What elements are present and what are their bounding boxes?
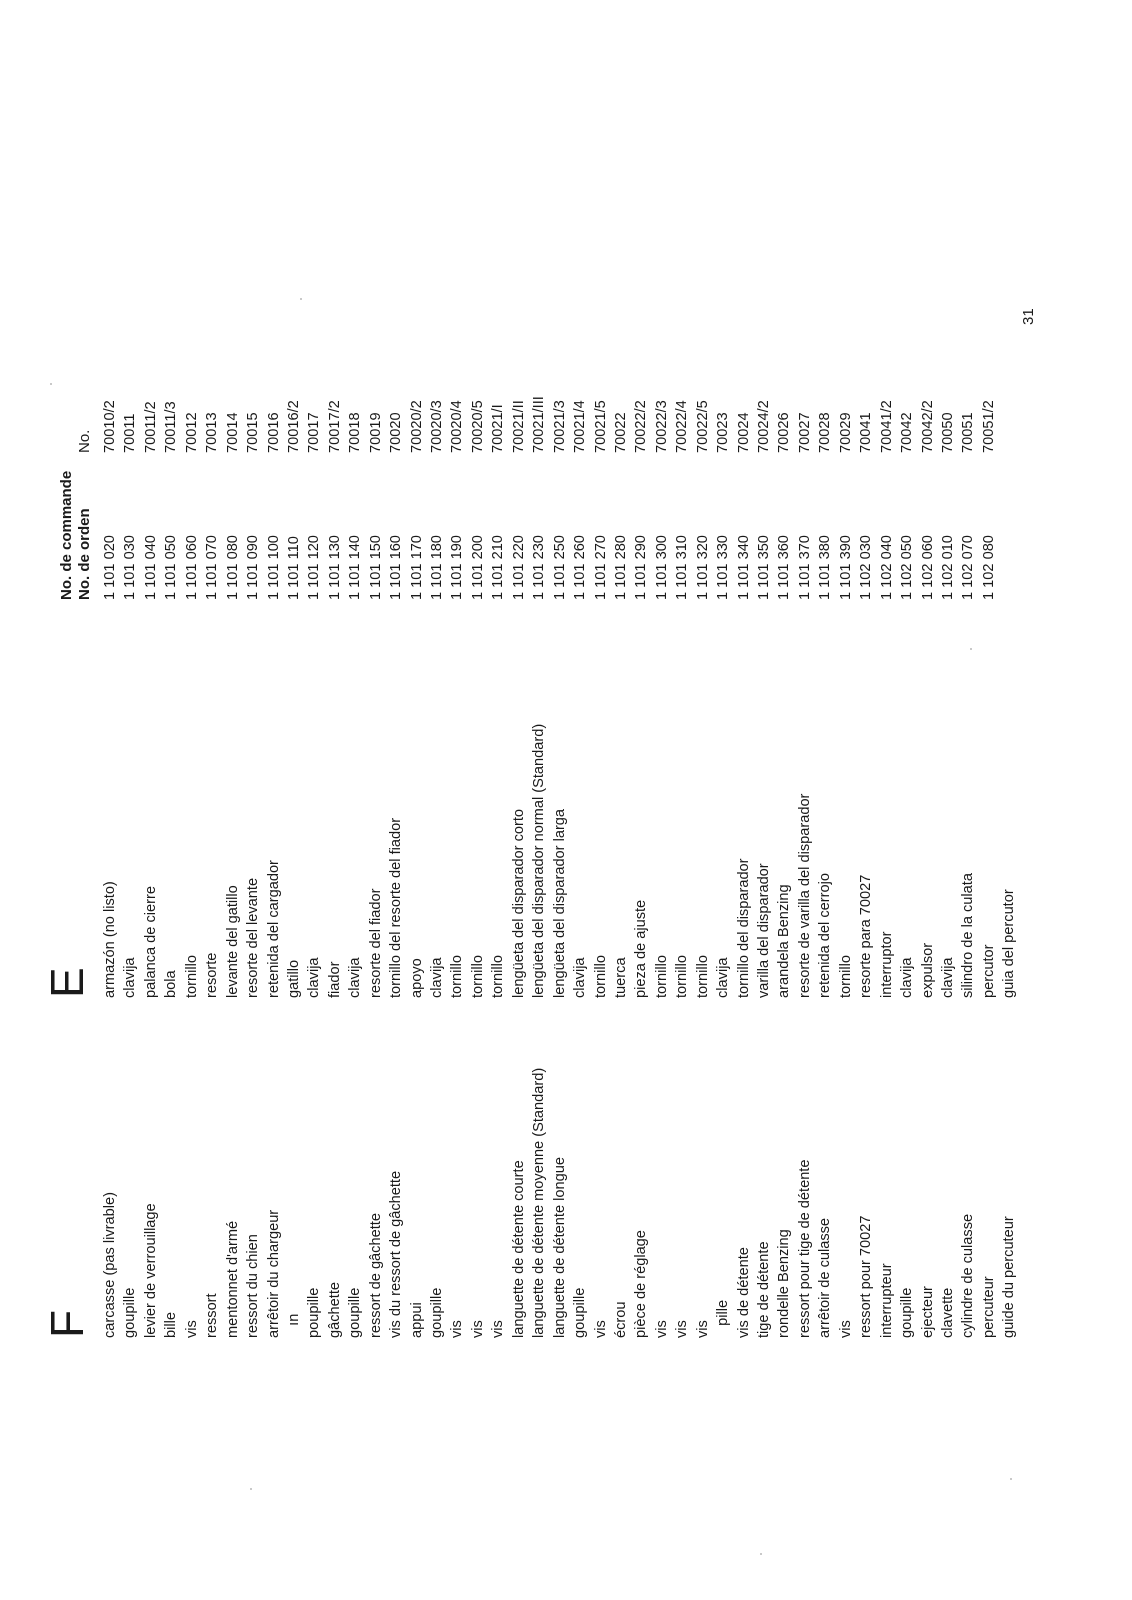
french-part-name: poupille <box>306 1287 323 1338</box>
french-part-name: vis <box>183 1320 200 1338</box>
part-number: 70028 <box>817 412 834 453</box>
order-number: 1 101 100 <box>265 535 282 600</box>
part-number: 70017/2 <box>326 400 343 453</box>
column-heading-spanish: E <box>41 967 93 998</box>
order-number: 1 101 270 <box>592 535 609 600</box>
order-number: 1 101 050 <box>163 535 180 600</box>
order-number: 1 101 110 <box>285 536 302 600</box>
part-number: 70024/2 <box>756 400 772 453</box>
spanish-part-name: percutor <box>980 944 997 998</box>
french-part-name: gâchette <box>326 1282 343 1338</box>
part-number: 70022/2 <box>633 400 650 453</box>
spanish-part-name: resorte del fiador <box>367 888 384 998</box>
spanish-part-name: apoyo <box>408 958 425 998</box>
page-number: 31 <box>1020 308 1037 325</box>
french-part-name: cylindre de culasse <box>960 1213 977 1338</box>
spanish-part-name: gatillo <box>285 959 302 998</box>
french-part-name: arrêtoir du chargeur <box>265 1209 282 1338</box>
order-number: 1 101 170 <box>408 535 425 600</box>
order-number: 1 101 310 <box>674 535 691 600</box>
part-number: 70012 <box>183 412 200 453</box>
part-number: 70019 <box>367 412 384 453</box>
french-part-name: languette de détente courte <box>510 1160 527 1338</box>
scan-speck <box>50 383 52 385</box>
order-number: 1 101 300 <box>653 535 670 600</box>
part-number: 70014 <box>224 412 241 453</box>
french-part-name: vis <box>490 1320 507 1338</box>
order-number: 1 101 390 <box>837 535 854 600</box>
order-number: 1 101 230 <box>531 535 548 600</box>
french-part-name: vis du ressort de gâchette <box>388 1170 405 1338</box>
spanish-part-name: tornillo <box>469 955 486 998</box>
spanish-part-name: armazón (no listo) <box>102 881 118 998</box>
french-part-name: ejecteur <box>919 1286 936 1338</box>
order-number: 1 101 280 <box>612 535 629 600</box>
order-number: 1 101 250 <box>551 535 568 600</box>
spanish-part-name: bola <box>163 970 180 998</box>
french-part-name: ressort pour 70027 <box>858 1215 875 1338</box>
spanish-part-name: tornillo <box>837 955 854 998</box>
part-number: 70020/2 <box>408 400 425 453</box>
part-number: 70010/2 <box>102 400 118 453</box>
spanish-part-name: varilla del disparador <box>756 863 772 998</box>
french-part-name: vis <box>837 1320 854 1338</box>
french-part-name: rondelle Benzing <box>776 1229 793 1338</box>
order-number-header-fr: No. de commande <box>58 470 75 600</box>
part-number: 70042/2 <box>919 400 936 453</box>
scan-speck <box>250 1488 252 1490</box>
french-part-name: goupille <box>429 1287 445 1338</box>
spanish-part-name: interruptor <box>878 931 895 998</box>
order-number: 1 101 150 <box>367 535 384 600</box>
part-number: 70020/5 <box>469 400 486 453</box>
spanish-part-name: palanca de cierre <box>142 886 159 998</box>
order-number: 1 101 030 <box>122 535 139 600</box>
spanish-part-name: clavija <box>715 957 732 998</box>
order-number: 1 101 040 <box>142 535 159 600</box>
french-part-name: mentonnet d'armé <box>224 1220 241 1338</box>
spanish-part-name: tornillo <box>674 955 691 998</box>
part-number: 70022/3 <box>653 400 670 453</box>
french-part-name: vis <box>449 1320 466 1338</box>
order-number: 1 101 140 <box>347 535 364 600</box>
spanish-part-name: lengüeta del disparador normal (Standard) <box>531 723 548 998</box>
french-part-name: guide du percuteur <box>1001 1216 1018 1338</box>
spanish-part-name: tornillo <box>490 955 507 998</box>
part-number: 70021/4 <box>572 400 589 453</box>
spanish-part-name: resorte para 70027 <box>858 874 875 998</box>
order-number: 1 101 350 <box>756 535 772 600</box>
french-part-name: pille <box>715 1299 732 1338</box>
spanish-part-name: resorte de varilla del disparador <box>796 793 813 998</box>
part-number: 70026 <box>776 412 793 453</box>
french-part-name: vis <box>592 1320 609 1338</box>
french-part-name: levier de verrouillage <box>142 1203 159 1338</box>
part-number: 70021/III <box>531 396 548 453</box>
part-number: 70051 <box>960 412 977 453</box>
part-number: 70041/2 <box>878 400 895 453</box>
french-part-names <box>100 1068 1020 1338</box>
spanish-part-name: tornillo <box>449 955 466 998</box>
order-number: 1 102 050 <box>899 535 916 600</box>
spanish-part-name: expulsor <box>919 942 936 998</box>
order-number: 1 101 060 <box>183 535 200 600</box>
french-part-name: ressort du chien <box>245 1234 262 1338</box>
scan-speck <box>760 1553 762 1555</box>
french-part-name: interrupteur <box>878 1263 895 1338</box>
french-part-name: vis <box>469 1320 486 1338</box>
part-number: 70021/5 <box>592 400 609 453</box>
french-part-name: languette de détente longue <box>551 1157 568 1338</box>
order-number: 1 101 340 <box>735 535 752 600</box>
order-number: 1 101 360 <box>776 535 793 600</box>
spanish-part-name: clavija <box>122 957 139 998</box>
spanish-part-name: tornillo <box>183 955 200 998</box>
order-number: 1 102 030 <box>858 535 875 600</box>
order-number: 1 102 040 <box>878 535 895 600</box>
french-part-name: carcasse (pas livrable) <box>102 1192 118 1338</box>
order-number: 1 101 090 <box>245 535 262 600</box>
french-part-name: vis <box>653 1320 670 1338</box>
scan-speck <box>300 298 302 300</box>
order-number: 1 101 260 <box>572 535 589 600</box>
spanish-part-name: lengüeta del disparador larga <box>551 808 568 998</box>
order-number <box>999 535 1019 600</box>
order-number: 1 102 080 <box>980 535 997 600</box>
part-number: 70021/II <box>510 400 527 453</box>
part-number: 70020/4 <box>449 400 466 453</box>
part-number: 70041 <box>858 412 875 453</box>
spanish-part-name: tornillo <box>653 955 670 998</box>
french-part-name: bille <box>163 1312 180 1338</box>
spanish-part-name: retenida del cargador <box>265 860 282 998</box>
spanish-part-name: tornillo del disparador <box>735 858 752 998</box>
column-heading-french: F <box>41 1309 93 1338</box>
part-number <box>999 396 1019 453</box>
order-number: 1 102 070 <box>960 535 977 600</box>
part-number: 70050 <box>939 412 956 453</box>
spanish-part-name: lengüeta del disparador corto <box>510 808 527 998</box>
part-number: 70029 <box>837 412 854 453</box>
french-part-name: goupille <box>899 1287 916 1338</box>
spanish-part-names <box>100 724 1020 998</box>
spanish-part-name: fiador <box>326 961 343 998</box>
french-part-name: goupille <box>347 1287 364 1338</box>
part-number: 70016/2 <box>285 400 302 453</box>
order-number: 1 101 320 <box>694 535 711 600</box>
order-number: 1 101 130 <box>326 535 343 600</box>
spanish-part-name: resorte del levante <box>245 877 262 998</box>
order-number-header-es: No. de orden <box>76 508 93 600</box>
french-part-name: appui <box>408 1302 425 1338</box>
spanish-part-name: tornillo <box>592 955 609 998</box>
order-number: 1 101 160 <box>388 535 405 600</box>
french-part-name: clavette <box>939 1287 956 1338</box>
french-part-name: goupille <box>572 1287 589 1338</box>
order-number: 1 101 370 <box>796 535 813 600</box>
spanish-part-name: clavija <box>572 957 589 998</box>
part-number: 70020/3 <box>429 400 445 453</box>
part-number: 70011/3 <box>163 401 180 453</box>
spanish-part-name: tuerca <box>612 957 629 998</box>
spanish-part-name: clavija <box>306 957 323 998</box>
order-number: 1 102 060 <box>919 535 936 600</box>
french-part-name: vis <box>674 1320 691 1338</box>
part-number: 70021/3 <box>551 400 568 453</box>
spanish-part-name: retenida del cerrojo <box>817 873 834 998</box>
part-number: 70022/4 <box>674 400 691 453</box>
part-number: 70021/I <box>490 404 507 453</box>
french-part-name: percuteur <box>980 1276 997 1338</box>
order-number: 1 101 330 <box>715 535 732 600</box>
french-part-name: ressort pour tige de détente <box>796 1159 813 1338</box>
french-part-name: tige de détente <box>756 1241 772 1338</box>
spanish-part-name: clavija <box>939 957 956 998</box>
french-part-name: ressort de gâchette <box>367 1213 384 1338</box>
spanish-part-name: levante del gatillo <box>224 885 241 998</box>
part-number-header: No. <box>76 429 93 453</box>
french-part-name: ressort <box>204 1293 221 1338</box>
spanish-part-name: tornillo <box>694 955 711 998</box>
part-number: 70013 <box>204 412 221 453</box>
french-part-name: vis <box>694 1320 711 1338</box>
part-number: 70015 <box>245 412 262 453</box>
part-number: 70051/2 <box>980 400 997 453</box>
order-number: 1 101 120 <box>306 535 323 600</box>
order-numbers <box>100 535 1020 600</box>
spanish-part-name: tornillo del resorte del fiador <box>388 817 405 998</box>
spanish-part-name: arandela Benzing <box>776 884 793 998</box>
order-number: 1 101 200 <box>469 535 486 600</box>
order-number: 1 101 190 <box>449 535 466 600</box>
french-part-name: pièce de réglage <box>633 1230 650 1338</box>
part-number: 70011/2 <box>142 401 159 453</box>
scan-speck <box>970 648 972 650</box>
french-part-name: goupille <box>122 1287 139 1338</box>
spanish-part-name: clavija <box>429 957 445 998</box>
order-number: 1 101 020 <box>102 535 118 600</box>
part-number: 70016 <box>265 412 282 453</box>
order-number: 1 102 010 <box>939 535 956 600</box>
part-number: 70023 <box>715 412 732 453</box>
spanish-part-name: resorte <box>204 952 221 998</box>
order-number: 1 101 380 <box>817 535 834 600</box>
part-number: 70022 <box>612 412 629 453</box>
scan-speck <box>1010 1478 1012 1480</box>
order-number: 1 101 180 <box>429 535 445 600</box>
part-numbers <box>100 396 1020 453</box>
order-number: 1 101 290 <box>633 535 650 600</box>
spanish-part-name: clavija <box>347 957 364 998</box>
part-number: 70011 <box>122 413 139 453</box>
french-part-name: ın <box>285 1313 302 1338</box>
french-part-name: languette de détente moyenne (Standard) <box>531 1067 548 1338</box>
spanish-part-name: guia del percutor <box>1001 889 1018 998</box>
french-part-name: arrêtoir de culasse <box>817 1217 834 1338</box>
order-number: 1 101 080 <box>224 535 241 600</box>
part-number: 70018 <box>347 412 364 453</box>
part-number: 70022/5 <box>694 400 711 453</box>
spanish-part-name: silindro de la culata <box>960 873 977 998</box>
order-number: 1 101 210 <box>490 535 507 600</box>
french-part-name: vis de détente <box>735 1247 752 1338</box>
part-number: 70017 <box>306 412 323 453</box>
order-number: 1 101 070 <box>204 535 221 600</box>
spanish-part-name: clavija <box>899 957 916 998</box>
spanish-part-name: pieza de ajuste <box>633 899 650 998</box>
order-number: 1 101 220 <box>510 535 527 600</box>
part-number: 70020 <box>388 412 405 453</box>
part-number: 70042 <box>899 412 916 453</box>
part-number: 70024 <box>735 412 752 453</box>
part-number: 70027 <box>796 412 813 453</box>
french-part-name: écrou <box>612 1301 629 1338</box>
